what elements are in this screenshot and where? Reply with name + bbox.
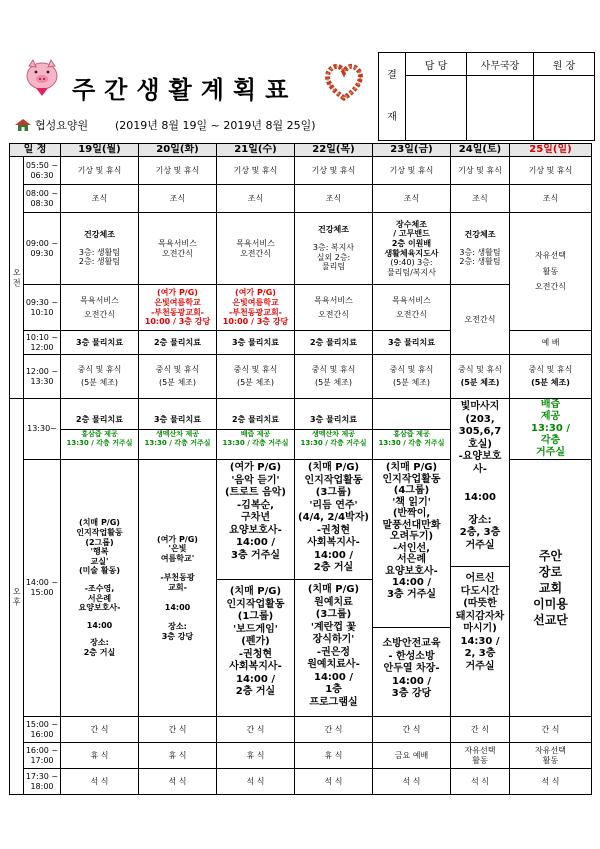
cell-tue-1330: 3층 물리치료 생멕산차 제공 13:30 / 각층 거주실 <box>139 399 217 460</box>
cell-wed-0930: (여가 P/G) 은빛여름학교 -부천동광교회- 10:00 / 3층 강당 <box>217 285 295 331</box>
row-0930 <box>10 285 592 331</box>
cell: 석 식 <box>510 769 592 795</box>
col-header-sun: 25일(일) <box>510 144 592 157</box>
cell: 간 식 <box>61 717 139 743</box>
cell: 기상 및 휴식 <box>217 157 295 185</box>
approval-col-manager: 담 당 <box>406 53 467 76</box>
time-1010: 10:10 ~ 12:00 <box>24 331 61 355</box>
cell: 석 식 <box>61 769 139 795</box>
header <box>0 0 600 140</box>
cell-thu-lunch: 중식 및 휴식 (5분 체조) <box>295 355 373 399</box>
time-0930: 09:30 ~ 10:10 <box>24 285 61 331</box>
cell-fri-lunch: 중식 및 휴식 (5분 체조) <box>373 355 451 399</box>
time-1330: 13:30~ <box>24 399 61 460</box>
cell-thu-0930: 목욕서비스 오전간식 <box>295 285 373 331</box>
heart-wreath-icon <box>322 62 366 102</box>
cell: 간 식 <box>510 717 592 743</box>
cell: 기상 및 휴식 <box>510 157 592 185</box>
cell-fri-1600: 금요 예배 <box>373 743 451 769</box>
cell-sun-1400: 주안 장로 교회 이미용 선교단 <box>510 460 592 717</box>
cell-tue-lunch: 중식 및 휴식 (5분 체조) <box>139 355 217 399</box>
cell: 휴 식 <box>295 743 373 769</box>
cell: 기상 및 휴식 <box>61 157 139 185</box>
cell-tue-0900: 목욕서비스 오전간식 <box>139 213 217 285</box>
cell: 조식 <box>451 185 510 213</box>
cell-sat-0900: 건강체조 3층: 생활팀 2층: 생활팀 <box>451 213 510 285</box>
approval-sign-director[interactable] <box>534 76 595 141</box>
cell-sat-lunch: 중식 및 휴식 (5분 체조) <box>451 355 510 399</box>
organization-name: 협성요양원 <box>35 119 89 132</box>
cell-mon-0900: 건강체조 3층: 생활팀 2층: 생활팀 <box>61 213 139 285</box>
cell-sat-1600: 자유선택 활동 <box>451 743 510 769</box>
weekly-schedule-table <box>9 143 592 795</box>
cell: 기상 및 휴식 <box>373 157 451 185</box>
cell-tue-0930: (여가 P/G) 은빛여름학교 -부천동광교회- 10:00 / 3층 강당 <box>139 285 217 331</box>
schedule-period: (2019년 8월 19일 ~ 2019년 8월 25일) <box>115 119 316 132</box>
time-0550: 05:50 ~ 06:30 <box>24 157 61 185</box>
row-wake <box>10 157 592 185</box>
approval-col-director: 원 장 <box>534 53 595 76</box>
cell: 휴 식 <box>217 743 295 769</box>
cell-fri-1010: 3층 물리치료 <box>373 331 451 355</box>
cell: 휴 식 <box>139 743 217 769</box>
row-0900 <box>10 213 592 285</box>
cell-thu-1330: 3층 물리치료 생멕산차 제공 13:30 / 각층 거주실 <box>295 399 373 460</box>
cell-wed-1400: (여가 P/G) '음악 듣기' (트로트 음악) -김복순, 구차년 요양보호사- 14:00 / 3층 거주실 (치매 P/G) 인지작업활동 (1그룹) '보드게임' (펜가) -권청현 사회복지사- 14:00 / 2층 거실 <box>217 460 295 717</box>
page-title: 주간생활계획표 <box>72 76 298 104</box>
cell-mon-1010: 3층 물리치료 <box>61 331 139 355</box>
col-header-thu: 22일(목) <box>295 144 373 157</box>
cell: 간 식 <box>451 717 510 743</box>
col-header-tue: 20일(화) <box>139 144 217 157</box>
cell-thu-0900: 건강체조 3층: 복지사 실외 2층: 물리팀 <box>295 213 373 285</box>
col-header-schedule: 일 정 <box>10 144 61 157</box>
approval-col-secretary: 사무국장 <box>467 53 534 76</box>
cell: 석 식 <box>373 769 451 795</box>
row-rest <box>10 743 592 769</box>
time-1200: 12:00 ~ 13:30 <box>24 355 61 399</box>
approval-sign-manager[interactable] <box>406 76 467 141</box>
cell-sat-0930: 오전간식 <box>451 285 510 355</box>
col-header-mon: 19일(월) <box>61 144 139 157</box>
period-am: 오 전 <box>10 157 24 399</box>
col-header-fri: 23일(금) <box>373 144 451 157</box>
row-dinner <box>10 769 592 795</box>
cell-sun-0900: 자유선택 활동 오전간식 <box>510 213 592 331</box>
period-pm: 오 후 <box>10 399 24 795</box>
header-row <box>10 144 592 157</box>
cell-fri-1330: 홍삼즙 제공 13:30 / 각층 거주실 <box>373 399 451 460</box>
row-lunch <box>10 355 592 399</box>
cell-tue-1010: 2층 물리치료 <box>139 331 217 355</box>
organization <box>14 117 88 133</box>
cell-thu-1400: (치매 P/G) 인지작업활동 (3그룹) '리듬 연주' (4/4, 2/4박자) -권청현 사회복지사- 14:00 / 2층 거실 (치매 P/G) 원예치료 (3그룹) '계란껍 꽃 장식하기' -권은정 원예치료사- 14:00 / 1층 프로그램실 <box>295 460 373 717</box>
cell-sun-1600: 자유선택 활동 <box>510 743 592 769</box>
col-header-wed: 21일(수) <box>217 144 295 157</box>
approval-label: 결 재 <box>379 53 406 141</box>
cell: 간 식 <box>217 717 295 743</box>
cell: 간 식 <box>139 717 217 743</box>
cell-wed-0900: 목욕서비스 오전간식 <box>217 213 295 285</box>
cell: 조식 <box>510 185 592 213</box>
cell: 조식 <box>139 185 217 213</box>
cell: 기상 및 휴식 <box>139 157 217 185</box>
cell-thu-1010: 2층 물리치료 <box>295 331 373 355</box>
row-1330 <box>10 399 592 460</box>
approval-sign-secretary[interactable] <box>467 76 534 141</box>
cell-sun-1330: 배즙 제공 13:30 / 각층 거주실 <box>510 399 592 460</box>
cell-sat-1330: 빛마사지 (203, 305,6,7 호실) -요양보호 사- 14:00 장소: 2층, 3층 거주실 어르신 다도시간 (따뜻한 돼지감자차 마시기) 14:30 / 2, 3층 거주실 <box>451 399 510 717</box>
time-1730: 17:30 ~ 18:00 <box>24 769 61 795</box>
cell: 조식 <box>61 185 139 213</box>
cell: 조식 <box>217 185 295 213</box>
cell-tue-1400: (여가 P/G) '은빛 여름학교' -부천동광 교회- 14:00 장소: 3층 강당 <box>139 460 217 717</box>
time-1600: 16:00 ~ 17:00 <box>24 743 61 769</box>
cell: 조식 <box>373 185 451 213</box>
cell: 석 식 <box>217 769 295 795</box>
cell: 기상 및 휴식 <box>451 157 510 185</box>
row-breakfast <box>10 185 592 213</box>
cell-wed-lunch: 중식 및 휴식 (5분 체조) <box>217 355 295 399</box>
cell: 간 식 <box>373 717 451 743</box>
cell: 조식 <box>295 185 373 213</box>
time-0800: 08:00 ~ 08:30 <box>24 185 61 213</box>
cell-fri-0900: 장수체조 / 고무밴드 2층 이원배 생활체육지도사 (9:40) 3층: 물리팀/복지사 <box>373 213 451 285</box>
cell-sun-lunch: 중식 및 휴식 (5분 체조) <box>510 355 592 399</box>
cell: 휴 식 <box>61 743 139 769</box>
cell-mon-1330: 2층 물리치료 홍삼즙 제공 13:30 / 각층 거주실 <box>61 399 139 460</box>
cell-wed-1010: 3층 물리치료 <box>217 331 295 355</box>
row-snack <box>10 717 592 743</box>
cell: 석 식 <box>295 769 373 795</box>
time-0900: 09:00 ~ 09:30 <box>24 213 61 285</box>
cell-mon-lunch: 중식 및 휴식 (5분 체조) <box>61 355 139 399</box>
cell-mon-0930: 목욕서비스 오전간식 <box>61 285 139 331</box>
cell-sun-1010: 예 배 <box>510 331 592 355</box>
cell-fri-0930: 목욕서비스 오전간식 <box>373 285 451 331</box>
time-1500: 15:00 ~ 16:00 <box>24 717 61 743</box>
col-header-sat: 24일(토) <box>451 144 510 157</box>
cell: 석 식 <box>451 769 510 795</box>
cell-fri-1400: (치매 P/G) 인지작업활동 (4그룹) '책 읽기' (반짝이, 말풍선대만화 오려두기) -서인선, 서은례 요양보호사- 14:00 / 3층 거주실 소방안전교육 - 한성소방 안두열 차장- 14:00 / 3층 강당 <box>373 460 451 717</box>
pig-mascot-icon <box>22 58 62 98</box>
approval-box <box>378 52 595 141</box>
cell-wed-1330: 2층 물리치료 배즙 제공 13:30 / 각층 거주실 <box>217 399 295 460</box>
house-logo-icon <box>14 118 32 132</box>
cell: 간 식 <box>295 717 373 743</box>
cell-mon-1400: (치매 P/G) 인지작업활동 (2그룹) '행복 교실' (미술 활동) -조수영, 서은례 요양보호사- 14:00 장소: 2층 거실 <box>61 460 139 717</box>
cell: 기상 및 휴식 <box>295 157 373 185</box>
cell: 석 식 <box>139 769 217 795</box>
time-1400: 14:00 ~ 15:00 <box>24 460 61 717</box>
